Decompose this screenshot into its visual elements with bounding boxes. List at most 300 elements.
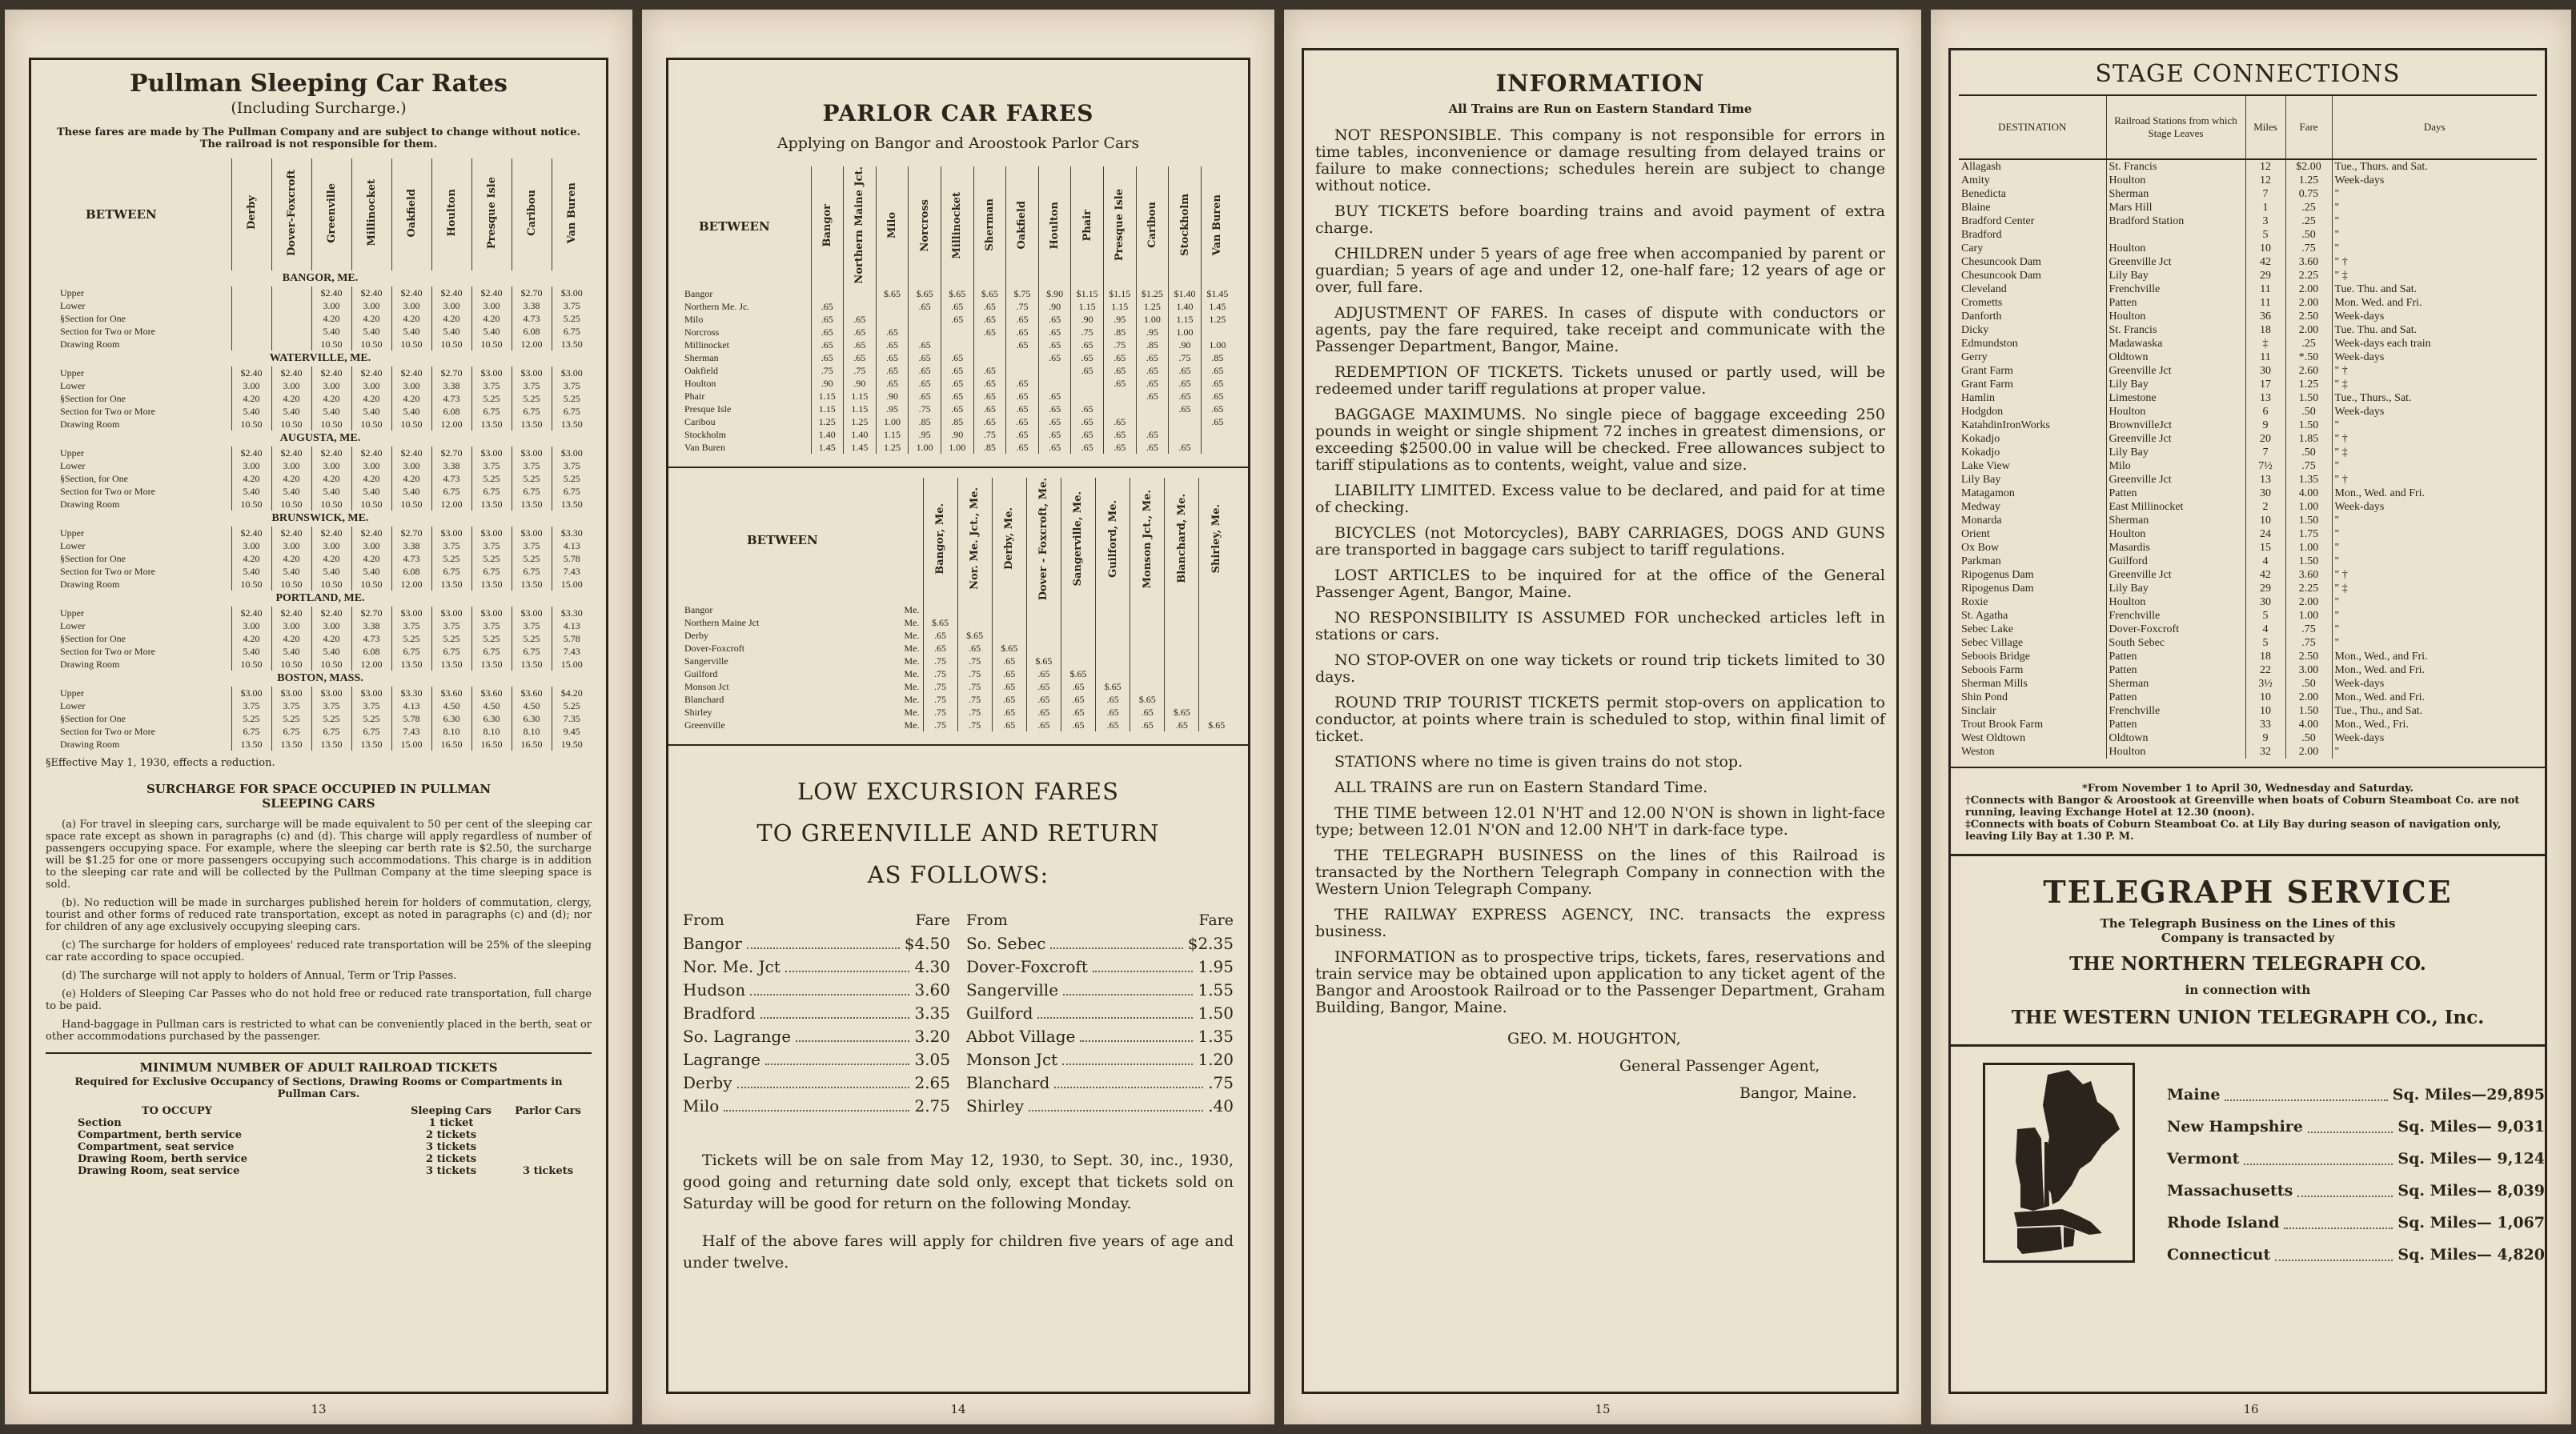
- rate-cell: 3.00: [351, 459, 391, 472]
- state-label: Me.: [904, 693, 920, 705]
- stage-cell: 2.00: [2285, 691, 2332, 704]
- fare-cell: 1.00: [1136, 313, 1169, 326]
- telegraph-title: TELEGRAPH SERVICE: [2043, 874, 2453, 910]
- excursion-station: Dover-Foxcroft: [966, 956, 1088, 976]
- fare-cell: [909, 313, 941, 326]
- parlor-tickets: [504, 1117, 592, 1129]
- stage-cell: Limestone: [2106, 391, 2245, 405]
- stage-cell: " ‡: [2332, 582, 2537, 595]
- column-header: [973, 166, 1006, 287]
- column-header: [923, 478, 957, 603]
- pullman-subtitle: (Including Surcharge.): [231, 99, 407, 117]
- column-header: [1026, 478, 1061, 603]
- surcharge-paragraph: (d) The surcharge will not apply to holders of Annual, Term or Trip Passes.: [62, 970, 457, 982]
- rate-cell: 5.40: [351, 405, 391, 418]
- stage-cell: 5: [2245, 228, 2285, 242]
- fare-cell: [844, 300, 877, 313]
- excursion-station: Milo: [683, 1096, 720, 1116]
- fare-cell: [909, 326, 941, 338]
- rate-cell: 6.08: [391, 565, 431, 578]
- fare-cell: .65: [1071, 351, 1104, 364]
- column-header-label: Nor. Me. Jct., Me.: [969, 487, 981, 591]
- fare-cell: .65: [1096, 693, 1130, 706]
- between-header: BETWEEN: [747, 533, 818, 548]
- rate-cell: 10.50: [311, 418, 351, 431]
- excursion-title-2: TO GREENVILLE AND RETURN: [756, 819, 1160, 847]
- stage-cell: Milo: [2106, 459, 2245, 473]
- fare-cell: [1038, 364, 1071, 377]
- fare-cell: .65: [973, 326, 1006, 338]
- excursion-fare-row: [683, 932, 950, 955]
- fare-cell: .65: [1169, 403, 1202, 415]
- rate-cell: $3.00: [391, 607, 431, 619]
- rate-cell: 5.25: [471, 552, 512, 565]
- rate-cell: 6.75: [231, 725, 271, 738]
- rate-cell: 16.50: [471, 738, 512, 751]
- fare-cell: 1.40: [811, 428, 844, 441]
- footnote-double-dagger: ‡Connects with boats of Coburn Steamboat Co. at Lily Bay during season of navigation only, leaving Lily Bay at 1.30 P. M.: [1965, 819, 2502, 843]
- station-name: [683, 655, 923, 667]
- rate-cell: 5.40: [351, 565, 391, 578]
- rate-cell: $2.70: [431, 367, 471, 379]
- rate-cell: 4.20: [471, 312, 512, 325]
- stage-row: [1959, 704, 2537, 718]
- fare-cell: [1136, 403, 1169, 415]
- rate-cell: 10.50: [271, 418, 311, 431]
- rate-cell: 13.50: [512, 578, 552, 591]
- children-note: Half of the above fares will apply for children five years of age and under twelve.: [683, 1232, 1234, 1272]
- leader-dots: [760, 1002, 910, 1019]
- fare-cell: [1130, 680, 1165, 693]
- page-16: [1931, 10, 2571, 1424]
- rate-cell: 5.40: [231, 405, 271, 418]
- stage-row: [1959, 623, 2537, 636]
- stage-cell: 2.00: [2285, 282, 2332, 296]
- rate-label: Upper: [60, 367, 84, 379]
- rate-label: Section for Two or More: [60, 406, 155, 417]
- fare-row: [683, 667, 1234, 680]
- rate-cell: 4.73: [431, 472, 471, 485]
- stage-row: [1959, 677, 2537, 691]
- fare-cell: .95: [876, 403, 909, 415]
- stage-cell: Week-days: [2332, 174, 2537, 187]
- station-name: Norcross: [684, 326, 720, 338]
- city-name: AUGUSTA, ME.: [279, 432, 361, 444]
- occupy-header: TO OCCUPY: [142, 1105, 212, 1117]
- info-paragraph: BICYCLES (not Motorcycles), BABY CARRIAGES, DOGS AND GUNS are transported in baggage cars subject to tariff regulations.: [1315, 524, 1885, 559]
- rate-cell: 4.20: [311, 312, 351, 325]
- fare-cell: $.65: [909, 287, 941, 300]
- rate-cell: 10.50: [271, 578, 311, 591]
- fare-cell: .65: [1169, 364, 1202, 377]
- stage-cell: Greenville Jct: [2106, 568, 2245, 582]
- info-subtitle: All Trains are Run on Eastern Standard Time: [1448, 102, 1752, 116]
- fare-row: [683, 326, 1234, 338]
- rate-cell: 4.20: [311, 392, 351, 405]
- stage-cell: Roxie: [1961, 596, 1988, 608]
- fare-cell: .65: [876, 338, 909, 351]
- stage-cell: 10: [2245, 704, 2285, 718]
- western-union: THE WESTERN UNION TELEGRAPH CO., Inc.: [2011, 1007, 2485, 1028]
- stage-cell: Lake View: [1961, 460, 2010, 472]
- stage-cell: .50: [2285, 677, 2332, 691]
- stage-cell: Ripogenus Dam: [1961, 583, 2034, 595]
- column-header-label: Norcross: [918, 198, 931, 252]
- station-name: [683, 693, 923, 706]
- column-header-label: Presque Isle: [1113, 189, 1126, 262]
- rate-label: Lower: [60, 300, 86, 311]
- fare-cell: [973, 338, 1006, 351]
- column-header: [1103, 166, 1136, 287]
- fare-cell: [876, 300, 909, 313]
- rate-cell: 13.50: [471, 498, 512, 511]
- excursion-fare: $2.35: [1187, 933, 1234, 953]
- fare-cell: .65: [1026, 693, 1061, 706]
- station-label: Northern Maine Jct: [684, 616, 760, 628]
- stage-row: [1959, 296, 2537, 310]
- stage-row: [1959, 214, 2537, 228]
- fare-row: [683, 300, 1234, 313]
- info-paragraph: ALL TRAINS are run on Eastern Standard Time.: [1334, 779, 1708, 796]
- excursion-fare-row: [966, 955, 1234, 979]
- rate-cell: $2.40: [311, 527, 351, 539]
- stage-cell: 1.25: [2285, 174, 2332, 187]
- rate-cell: 7.43: [552, 565, 592, 578]
- rate-cell: 10.50: [311, 338, 351, 350]
- rate-cell: $2.40: [271, 607, 311, 619]
- stage-cell: 0.75: [2285, 187, 2332, 201]
- fare-cell: .85: [941, 415, 973, 428]
- fare-row: [683, 693, 1234, 706]
- from-header: From: [683, 911, 724, 929]
- fare-cell: .65: [1103, 351, 1136, 364]
- rate-cell: 4.20: [271, 472, 311, 485]
- rate-cell: 4.73: [391, 552, 431, 565]
- fare-row: [683, 364, 1234, 377]
- fare-row: [683, 428, 1234, 441]
- fare-cell: [1071, 390, 1104, 403]
- rate-cell: 5.25: [552, 699, 592, 712]
- fare-cell: .65: [1061, 680, 1095, 693]
- rate-cell: 12.00: [512, 338, 552, 350]
- fare-cell: [1061, 642, 1095, 655]
- rate-cell: 4.13: [552, 619, 592, 632]
- fare-cell: .65: [973, 403, 1006, 415]
- pullman-intro: These fares are made by The Pullman Company and are subject to change without notice. The railroad is not responsible for them.: [57, 126, 580, 150]
- stage-cell: Danforth: [1961, 310, 2002, 322]
- stage-cell: 4: [2245, 555, 2285, 568]
- fare-cell: [1130, 667, 1165, 680]
- rate-cell: 13.50: [512, 658, 552, 671]
- fare-cell: .75: [957, 693, 992, 706]
- fare-cell: [1130, 655, 1165, 667]
- parlor-fares-table: [683, 166, 1234, 454]
- rate-row: [46, 578, 592, 591]
- column-header-label: Stockholm: [1178, 194, 1191, 257]
- rate-cell: 13.50: [311, 738, 351, 751]
- rate-cell: 4.20: [351, 312, 391, 325]
- fare-cell: .65: [1136, 364, 1169, 377]
- rate-cell: [231, 338, 271, 350]
- excursion-fare: 2.75: [914, 1096, 950, 1116]
- leader-dots: [1037, 1002, 1193, 1019]
- column-header: [844, 166, 877, 287]
- rate-cell: 3.00: [391, 379, 431, 392]
- fare-cell: .65: [941, 390, 973, 403]
- stage-cell: St. Francis: [2106, 159, 2245, 174]
- rate-cell: $3.00: [431, 527, 471, 539]
- column-header-label: Derby: [245, 195, 258, 230]
- stage-cell: 3.60: [2285, 255, 2332, 269]
- stage-cell: 1.00: [2285, 609, 2332, 623]
- state-area-row: [2167, 1111, 2545, 1143]
- stage-cell: ": [2332, 228, 2537, 242]
- rate-row: [46, 738, 592, 751]
- fare-cell: .65: [1136, 351, 1169, 364]
- rate-cell: 5.25: [431, 552, 471, 565]
- excursion-fares: [683, 909, 1234, 1118]
- fare-cell: [1165, 642, 1199, 655]
- fare-cell: .65: [811, 338, 844, 351]
- rate-cell: $3.00: [431, 607, 471, 619]
- fare-cell: .65: [1165, 719, 1199, 731]
- rate-cell: 6.75: [431, 565, 471, 578]
- stage-cell: Cary: [1961, 242, 1984, 254]
- stage-cell: Mon., Wed., and Fri.: [2332, 650, 2537, 663]
- rate-cell: 3.75: [552, 299, 592, 312]
- state-name: New Hampshire: [2167, 1118, 2303, 1136]
- stage-cell: Orient: [1961, 528, 1990, 540]
- rate-cell: 3.00: [431, 299, 471, 312]
- rate-cell: 5.40: [271, 565, 311, 578]
- rate-cell: 10.50: [391, 338, 431, 350]
- fare-cell: .65: [992, 719, 1026, 731]
- stage-row: [1959, 228, 2537, 242]
- stage-cell: 33: [2245, 718, 2285, 731]
- column-header-greenville: [311, 158, 351, 270]
- stage-cell: 3: [2245, 214, 2285, 228]
- rate-cell: 3.00: [351, 539, 391, 552]
- rate-cell: 13.50: [471, 658, 512, 671]
- stage-cell: 30: [2245, 595, 2285, 609]
- rate-cell: 4.20: [271, 392, 311, 405]
- stage-cell: Tue. Thu. and Sat.: [2332, 323, 2537, 337]
- rate-label: Lower: [60, 620, 86, 631]
- fare-cell: .65: [1103, 441, 1136, 454]
- excursion-station: Blanchard: [966, 1072, 1050, 1092]
- fare-cell: .75: [957, 680, 992, 693]
- rate-cell: 13.50: [512, 498, 552, 511]
- stage-cell: Masardis: [2106, 541, 2245, 555]
- rate-cell: 6.08: [431, 405, 471, 418]
- rate-label: Drawing Room: [60, 739, 120, 750]
- rate-cell: $2.40: [271, 367, 311, 379]
- rate-cell: 4.20: [391, 392, 431, 405]
- fare-cell: $.65: [957, 629, 992, 642]
- stage-cell: Lily Bay: [2106, 269, 2245, 282]
- stage-cell: 18: [2245, 650, 2285, 663]
- excursion-fare-row: [683, 979, 950, 1002]
- fare-cell: [1199, 693, 1234, 706]
- rate-label: §Section, for One: [60, 473, 128, 484]
- column-header: [1038, 166, 1071, 287]
- fare-cell: .65: [941, 300, 973, 313]
- rate-cell: 5.25: [391, 632, 431, 645]
- fare-cell: .65: [957, 642, 992, 655]
- between-header: BETWEEN: [86, 207, 157, 222]
- fare-cell: .65: [941, 403, 973, 415]
- rate-cell: [271, 312, 311, 325]
- rate-row: [46, 699, 592, 712]
- column-header: [1169, 166, 1202, 287]
- rate-label: Drawing Room: [60, 659, 120, 670]
- fare-header: Fare: [1198, 911, 1234, 929]
- fare-cell: .65: [1026, 719, 1061, 731]
- rate-cell: 5.78: [552, 552, 592, 565]
- stage-cell: " ‡: [2332, 446, 2537, 459]
- fare-cell: 1.15: [844, 390, 877, 403]
- excursion-fare-row: [683, 955, 950, 979]
- excursion-station: Nor. Me. Jct: [683, 956, 780, 976]
- pullman-rates-table: [46, 158, 592, 751]
- fare-cell: .65: [1038, 403, 1071, 415]
- rate-cell: $3.60: [471, 687, 512, 699]
- rate-cell: 4.20: [351, 472, 391, 485]
- rate-cell: $3.30: [391, 687, 431, 699]
- parlor-tickets: [504, 1141, 592, 1153]
- stage-cell: Sebec Lake: [1961, 623, 2013, 635]
- station-name: Phair: [684, 390, 705, 402]
- stage-row: [1959, 500, 2537, 514]
- excursion-fare-row: [683, 1048, 950, 1071]
- info-title: INFORMATION: [1495, 70, 1705, 97]
- column-header-label: Monson Jct., Me.: [1141, 489, 1154, 588]
- stage-cell: Week-days: [2332, 405, 2537, 419]
- stage-cell: .25: [2285, 201, 2332, 214]
- telegraph-connection: in connection with: [2185, 983, 2311, 997]
- stage-cell: Ripogenus Dam: [1961, 569, 2034, 581]
- fare-cell: $.65: [1096, 680, 1130, 693]
- stage-row: [1959, 487, 2537, 500]
- column-header-derby: [231, 158, 271, 270]
- occupy-type: Compartment, berth service: [78, 1129, 242, 1141]
- station-name: Caribou: [684, 415, 716, 427]
- stage-cell: 1.50: [2285, 555, 2332, 568]
- stage-cell: Guilford: [2106, 555, 2245, 568]
- fare-cell: 1.00: [1169, 326, 1202, 338]
- fare-cell: [1038, 377, 1071, 390]
- stage-cell: $2.00: [2285, 159, 2332, 174]
- rate-cell: $2.40: [271, 447, 311, 459]
- fare-cell: .65: [1038, 390, 1071, 403]
- stage-cell: Mon., Wed. and Fri.: [2332, 663, 2537, 677]
- rate-row: [46, 498, 592, 511]
- rate-label: Drawing Room: [60, 419, 120, 430]
- stage-cell: 3½: [2245, 677, 2285, 691]
- stage-cell: Sinclair: [1961, 705, 1996, 717]
- state-label: Me.: [904, 680, 920, 692]
- rate-cell: $2.40: [471, 286, 512, 299]
- rate-cell: 5.40: [391, 405, 431, 418]
- rate-cell: [271, 325, 311, 338]
- rate-row: [46, 405, 592, 418]
- rate-cell: 3.75: [271, 699, 311, 712]
- stage-cell: Patten: [2106, 650, 2245, 663]
- column-header-label: Houlton: [1049, 201, 1061, 250]
- stage-cell: 5: [2245, 636, 2285, 650]
- station-name: [683, 706, 923, 719]
- rate-cell: 13.50: [431, 578, 471, 591]
- rate-cell: 5.78: [391, 712, 431, 725]
- station-name: [683, 642, 923, 655]
- info-paragraph: NOT RESPONSIBLE. This company is not responsible for errors in time tables, inconvenience or damage resulting from delayed trains or failure to make connections; schedules herein are subject to change without notice.: [1315, 126, 1885, 194]
- fare-row: [683, 719, 1234, 731]
- column-header-label: Phair: [1081, 209, 1093, 241]
- fare-cell: $.65: [923, 616, 957, 629]
- rate-cell: 5.40: [431, 325, 471, 338]
- fare-cell: .65: [1201, 403, 1234, 415]
- stage-cell: 1.25: [2285, 378, 2332, 391]
- city-name: BANGOR, ME.: [282, 272, 359, 284]
- fare-cell: .65: [1061, 719, 1095, 731]
- rate-cell: 10.50: [351, 338, 391, 350]
- stage-cell: Greenville Jct: [2106, 473, 2245, 487]
- rate-cell: 5.25: [512, 392, 552, 405]
- fare-cell: .65: [876, 364, 909, 377]
- stage-cell: Parkman: [1961, 555, 2001, 567]
- rate-cell: 5.25: [271, 712, 311, 725]
- stage-cell: Oldtown: [2106, 731, 2245, 745]
- occupy-type: Drawing Room, berth service: [78, 1153, 248, 1165]
- rate-cell: 3.75: [512, 619, 552, 632]
- fare-cell: [1136, 415, 1169, 428]
- fare-cell: [992, 603, 1026, 616]
- column-header-caribou: [512, 158, 552, 270]
- excursion-fare: 3.35: [914, 1003, 950, 1023]
- fare-cell: .65: [973, 313, 1006, 326]
- stage-cell: " ‡: [2332, 269, 2537, 282]
- rate-cell: 5.25: [351, 712, 391, 725]
- station-label: Dover-Foxcroft: [684, 642, 745, 654]
- rate-cell: 5.40: [231, 565, 271, 578]
- fare-cell: [1169, 428, 1202, 441]
- stage-cell: 2.25: [2285, 582, 2332, 595]
- excursion-station: So. Lagrange: [683, 1026, 792, 1046]
- fare-cell: $1.25: [1136, 287, 1169, 300]
- leader-dots: [2244, 1143, 2393, 1165]
- leader-dots: [765, 1048, 909, 1065]
- city-row: [46, 431, 592, 447]
- stage-cell: 29: [2245, 582, 2285, 595]
- rate-cell: 4.73: [512, 312, 552, 325]
- fare-cell: [876, 313, 909, 326]
- column-header-houlton: [431, 158, 471, 270]
- rate-row: [46, 565, 592, 578]
- rate-cell: $3.00: [271, 687, 311, 699]
- rate-row: [46, 338, 592, 350]
- excursion-fare-row: [683, 1025, 950, 1048]
- page-15-border: [1302, 48, 1899, 1394]
- fare-cell: .90: [941, 428, 973, 441]
- rate-cell: $2.40: [231, 527, 271, 539]
- stage-cell: ": [2332, 242, 2537, 255]
- fare-cell: 1.40: [844, 428, 877, 441]
- rate-cell: 6.08: [512, 325, 552, 338]
- info-paragraph: LOST ARTICLES to be inquired for at the office of the General Passenger Agent, Bangor, Maine.: [1315, 567, 1885, 601]
- rate-label: §Section for One: [60, 633, 126, 644]
- rate-row: [46, 539, 592, 552]
- stage-cell: ": [2332, 201, 2537, 214]
